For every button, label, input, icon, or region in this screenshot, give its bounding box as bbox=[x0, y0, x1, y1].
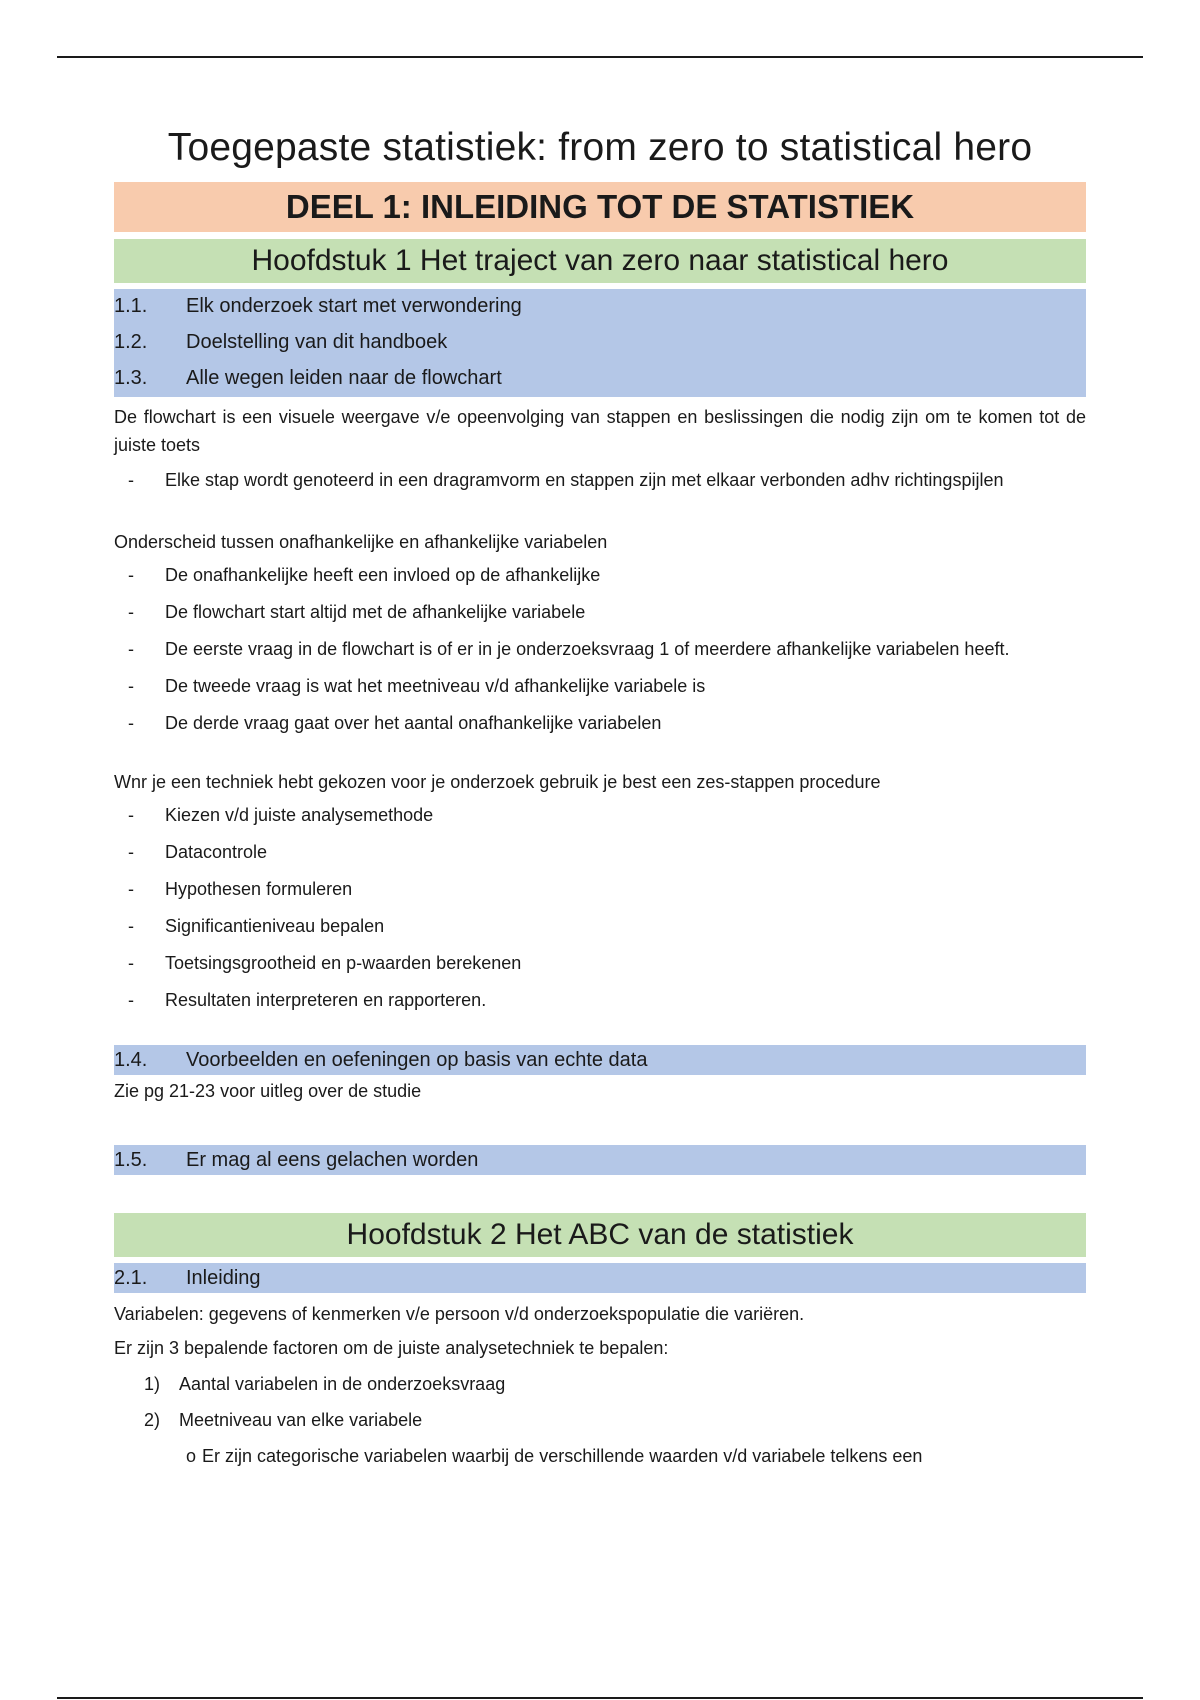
variables-definition: Variabelen: gegevens of kenmerken v/e persoon v/d onderzoekspopulatie die variëren. bbox=[114, 1304, 805, 1324]
flowchart-list bbox=[114, 465, 1086, 495]
dash-bullet: - bbox=[128, 916, 134, 936]
list-item: - De flowchart start altijd met de afhankelijke variabele bbox=[114, 597, 1086, 627]
factors-list bbox=[114, 1369, 1086, 1435]
section-title: Inleiding bbox=[186, 1267, 261, 1289]
dash-bullet: - bbox=[128, 565, 134, 585]
procedure-intro: Wnr je een techniek hebt gekozen voor je onderzoek gebruik je best een zes-stappen procedure bbox=[114, 772, 881, 792]
section-1-3-heading bbox=[114, 361, 1086, 397]
circle-bullet: o bbox=[186, 1446, 197, 1466]
top-rule bbox=[57, 56, 1143, 58]
section-1-5-heading bbox=[114, 1145, 1086, 1175]
list-marker: 2) bbox=[144, 1410, 161, 1430]
dash-bullet: - bbox=[128, 676, 134, 696]
flowchart-intro: De flowchart is een visuele weergave v/e opeenvolging van stappen en beslissingen die nodig zijn om te komen tot de juiste toets bbox=[114, 407, 1086, 455]
list-item: - De tweede vraag is wat het meetniveau v/d afhankelijke variabele is bbox=[114, 671, 1086, 701]
list-item: - Significantieniveau bepalen bbox=[114, 911, 1086, 941]
sub-list-item: o Er zijn categorische variabelen waarbij de verschillende waarden v/d variabele telkens een bbox=[186, 1446, 923, 1466]
section-number: 2.1. bbox=[114, 1267, 148, 1289]
section-title: Alle wegen leiden naar de flowchart bbox=[186, 367, 502, 389]
section-number: 1.3. bbox=[114, 367, 148, 389]
dash-bullet: - bbox=[128, 602, 134, 622]
list-item: - Hypothesen formuleren bbox=[114, 874, 1086, 904]
list-item: - De derde vraag gaat over het aantal onafhankelijke variabelen bbox=[114, 708, 1086, 738]
list-item: - De onafhankelijke heeft een invloed op de afhankelijke bbox=[114, 560, 1086, 590]
chapter-1-heading: Hoofdstuk 1 Het traject van zero naar statistical hero bbox=[114, 239, 1086, 283]
section-title: Elk onderzoek start met verwondering bbox=[186, 295, 522, 317]
document-body bbox=[114, 120, 1086, 1471]
section-title: Er mag al eens gelachen worden bbox=[186, 1149, 479, 1171]
section-1-4-text: Zie pg 21-23 voor uitleg over de studie bbox=[114, 1081, 422, 1101]
section-group bbox=[114, 289, 1086, 397]
list-marker: 1) bbox=[144, 1374, 161, 1394]
dash-bullet: - bbox=[128, 713, 134, 733]
list-item: 1) Aantal variabelen in de onderzoeksvraag bbox=[114, 1369, 1086, 1399]
section-1-1-heading bbox=[114, 289, 1086, 325]
section-number: 1.1. bbox=[114, 295, 148, 317]
section-number: 1.4. bbox=[114, 1049, 148, 1071]
factors-intro: Er zijn 3 bepalende factoren om de juiste analysetechniek te bepalen: bbox=[114, 1338, 669, 1358]
section-1-4-heading bbox=[114, 1045, 1086, 1075]
section-1-2-heading bbox=[114, 325, 1086, 361]
list-item: - De eerste vraag in de flowchart is of er in je onderzoeksvraag 1 of meerdere afhankelijke variabelen heeft. bbox=[114, 634, 1086, 664]
section-number: 1.5. bbox=[114, 1149, 148, 1171]
procedure-list bbox=[114, 800, 1086, 1015]
section-title: Voorbeelden en oefeningen op basis van echte data bbox=[186, 1049, 648, 1071]
dash-bullet: - bbox=[128, 639, 134, 659]
variables-list bbox=[114, 560, 1086, 738]
variables-intro: Onderscheid tussen onafhankelijke en afhankelijke variabelen bbox=[114, 532, 608, 552]
dash-bullet: - bbox=[128, 842, 134, 862]
list-item: - Elke stap wordt genoteerd in een dragramvorm en stappen zijn met elkaar verbonden adhv richtingspijlen bbox=[114, 465, 1086, 495]
chapter-2-heading: Hoofdstuk 2 Het ABC van de statistiek bbox=[114, 1213, 1086, 1257]
section-title: Doelstelling van dit handboek bbox=[186, 331, 448, 353]
list-item: - Toetsingsgrootheid en p-waarden berekenen bbox=[114, 948, 1086, 978]
list-item: - Kiezen v/d juiste analysemethode bbox=[114, 800, 1086, 830]
dash-bullet: - bbox=[128, 470, 134, 490]
part-heading: DEEL 1: INLEIDING TOT DE STATISTIEK bbox=[114, 182, 1086, 232]
list-item: 2) Meetniveau van elke variabele bbox=[114, 1405, 1086, 1435]
document-title: Toegepaste statistiek: from zero to statistical hero bbox=[167, 126, 1033, 169]
dash-bullet: - bbox=[128, 990, 134, 1010]
section-2-1-heading bbox=[114, 1263, 1086, 1293]
list-item: - Datacontrole bbox=[114, 837, 1086, 867]
dash-bullet: - bbox=[128, 953, 134, 973]
list-item: - Resultaten interpreteren en rapporteren. bbox=[114, 985, 1086, 1015]
bottom-rule bbox=[57, 1697, 1143, 1699]
dash-bullet: - bbox=[128, 879, 134, 899]
section-number: 1.2. bbox=[114, 331, 148, 353]
dash-bullet: - bbox=[128, 805, 134, 825]
